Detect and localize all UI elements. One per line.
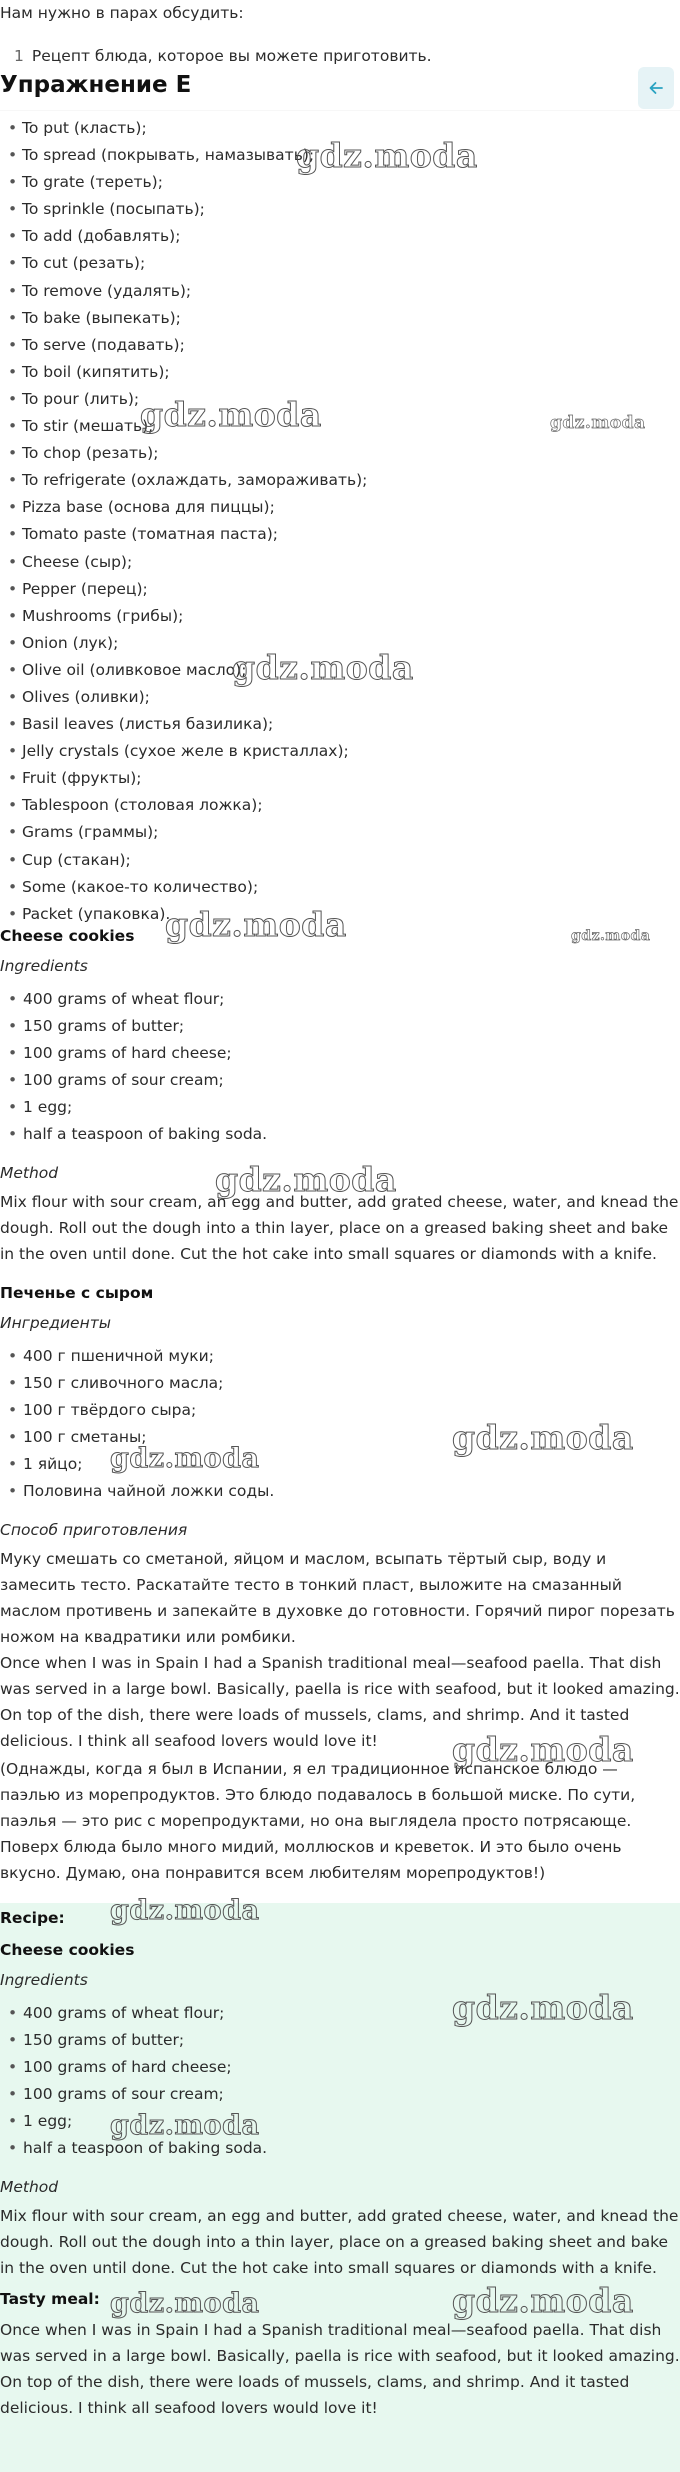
tasty-meal-label: Tasty meal: (0, 2290, 100, 2308)
list-item: • To serve (подавать); (8, 332, 658, 359)
list-item: • To remove (удалять); (8, 278, 658, 305)
list-item: • Tablespoon (столовая ложка); (8, 792, 658, 819)
watermark: gdz.moda (232, 648, 414, 687)
list-item: • Jelly crystals (сухое желе в кристаллах); (8, 738, 658, 765)
vocabulary-list (8, 115, 658, 928)
intro-text: Нам нужно в парах обсудить: (0, 4, 244, 22)
list-item: • 150 grams of butter; (8, 2027, 680, 2054)
watermark: gdz.moda (165, 905, 347, 944)
answer-method-text: Mix flour with sour cream, an egg and butter, add grated cheese, water, and knead the dough. Roll out the dough into a thin layer, place on a greased baking sheet and bake in the oven until done. Cut the hot cake into small squares or diamonds with a knife. (0, 2207, 679, 2277)
list-item: • Pizza base (основа для пиццы); (8, 494, 658, 521)
list-item: • Pepper (перец); (8, 576, 658, 603)
answer-recipe-title: Cheese cookies (0, 1941, 135, 1959)
list-item: • To grate (тереть); (8, 169, 658, 196)
list-item: • Cup (стакан); (8, 847, 658, 874)
list-item: • To stir (мешать); (8, 413, 658, 440)
ingredients-label-ru: Ингредиенты (0, 1314, 111, 1332)
list-item: • To pour (лить); (8, 386, 658, 413)
ingredients-list (0, 986, 680, 1148)
arrow-left-icon (647, 79, 665, 97)
story-ru: (Однажды, когда я был в Испании, я ел традиционное испанское блюдо — паэлью из морепродуктов. Это блюдо подавалось в большой миске. По сути, паэлья — это рис с морепродуктами, но она выглядела просто потрясающе. Поверх блюда было много мидий, моллюсков и креветок. И это было очень вкусно. Думаю, она понравится всем любителям морепродуктов!) (0, 1760, 636, 1882)
method-text: Mix flour with sour cream, an egg and butter, add grated cheese, water, and knead the dough. Roll out the dough into a thin layer, place on a greased baking sheet and bake in the oven until done. Cut the hot cake into small squares or diamonds with a knife. (0, 1193, 679, 1263)
list-item: • 100 г сметаны; (8, 1424, 680, 1451)
english-recipe (0, 923, 680, 1267)
recipe-title: Cheese cookies (0, 927, 135, 945)
page-title: Упражнение E (0, 72, 192, 98)
list-item: • Tomato paste (томатная паста); (8, 521, 658, 548)
ingredients-label: Ingredients (0, 957, 88, 975)
list-item: • 400 г пшеничной муки; (8, 1343, 680, 1370)
list-item: • 100 grams of sour cream; (8, 2081, 680, 2108)
watermark: gdz.moda (215, 1160, 397, 1199)
list-item: • Olives (оливки); (8, 684, 658, 711)
list-item: • To chop (резать); (8, 440, 658, 467)
tasty-meal-text: Once when I was in Spain I had a Spanish traditional meal—seafood paella. That dish was served in a large bowl. Basically, paella is rice with seafood, but it looked amazing. On top of the dish, there were loads of mussels, clams, and shrimp. And it tasted delicious. I think all seafood lovers would love it! (0, 2321, 680, 2417)
list-item-text: Рецепт блюда, которое вы можете приготовить. (31, 47, 432, 65)
method-label-ru: Способ приготовления (0, 1521, 188, 1539)
list-item: • Olive oil (оливковое масло); (8, 657, 658, 684)
list-item: • Cheese (сыр); (8, 549, 658, 576)
list-item: • 400 grams of wheat flour; (8, 986, 680, 1013)
list-item: • To boil (кипятить); (8, 359, 658, 386)
watermark: gdz.moda (550, 413, 646, 433)
list-item: • 1 egg; (8, 1094, 680, 1121)
watermark: gdz.moda (110, 1895, 260, 1926)
list-number: 1 (14, 47, 24, 65)
list-item: • Onion (лук); (8, 630, 658, 657)
list-item: • Fruit (фрукты); (8, 765, 658, 792)
ordered-list-item (14, 44, 432, 68)
list-item: • 1 egg; (8, 2108, 680, 2135)
list-item: • Mushrooms (грибы); (8, 603, 658, 630)
list-item: • To spread (покрывать, намазывать); (8, 142, 658, 169)
list-item: • Some (какое-то количество); (8, 874, 658, 901)
list-item: • 400 grams of wheat flour; (8, 2000, 680, 2027)
watermark: gdz.moda (452, 2281, 634, 2320)
list-item: • half a teaspoon of baking soda. (8, 1121, 680, 1148)
watermark: gdz.moda (296, 136, 478, 175)
list-item: • 100 grams of hard cheese; (8, 2054, 680, 2081)
list-item: • Basil leaves (листья базилика); (8, 711, 658, 738)
exercise-header (0, 66, 680, 110)
watermark: gdz.moda (140, 395, 322, 434)
watermark: gdz.moda (452, 1988, 634, 2027)
list-item: • To sprinkle (посыпать); (8, 196, 658, 223)
list-item: • Grams (граммы); (8, 819, 658, 846)
back-button[interactable] (638, 67, 674, 109)
recipe-title-ru: Печенье с сыром (0, 1284, 154, 1302)
list-item: • To put (класть); (8, 115, 658, 142)
list-item: • 1 яйцо; (8, 1451, 680, 1478)
watermark: gdz.moda (452, 1418, 634, 1457)
list-item: • half a teaspoon of baking soda. (8, 2135, 680, 2162)
watermark: gdz.moda (571, 928, 651, 944)
list-item: • 100 г твёрдого сыра; (8, 1397, 680, 1424)
watermark: gdz.moda (110, 1443, 260, 1474)
russian-recipe (0, 1280, 680, 1886)
watermark: gdz.moda (110, 2110, 260, 2141)
list-item: • 100 grams of hard cheese; (8, 1040, 680, 1067)
method-text-ru: Муку смешать со сметаной, яйцом и маслом, всыпать тёртый сыр, воду и замесить тесто. Раскатайте тесто в тонкий пласт, выложите на смазанный маслом противень и запекайте в духовке до готовности. Горячий пирог порезать ножом на квадратики или ромбики. (0, 1550, 675, 1646)
watermark: gdz.moda (110, 2288, 260, 2319)
list-item: • To bake (выпекать); (8, 305, 658, 332)
list-item: • 150 grams of butter; (8, 1013, 680, 1040)
list-item: • Половина чайной ложки соды. (8, 1478, 680, 1505)
list-item: • To refrigerate (охлаждать, замораживать); (8, 467, 658, 494)
list-item: • Packet (упаковка). (8, 901, 658, 928)
list-item: • To cut (резать); (8, 250, 658, 277)
story-en: Once when I was in Spain I had a Spanish traditional meal—seafood paella. That dish was served in a large bowl. Basically, paella is rice with seafood, but it looked amazing. On top of the dish, there were loads of mussels, clams, and shrimp. And it tasted delicious. I think all seafood lovers would love it! (0, 1654, 680, 1750)
list-item: • To add (добавлять); (8, 223, 658, 250)
list-item: • 150 г сливочного масла; (8, 1370, 680, 1397)
recipe-label: Recipe: (0, 1909, 65, 1927)
answer-method-label: Method (0, 2178, 59, 2196)
answer-ingredients-label: Ingredients (0, 1971, 88, 1989)
list-item: • 100 grams of sour cream; (8, 1067, 680, 1094)
watermark: gdz.moda (452, 1730, 634, 1769)
method-label: Method (0, 1164, 59, 1182)
